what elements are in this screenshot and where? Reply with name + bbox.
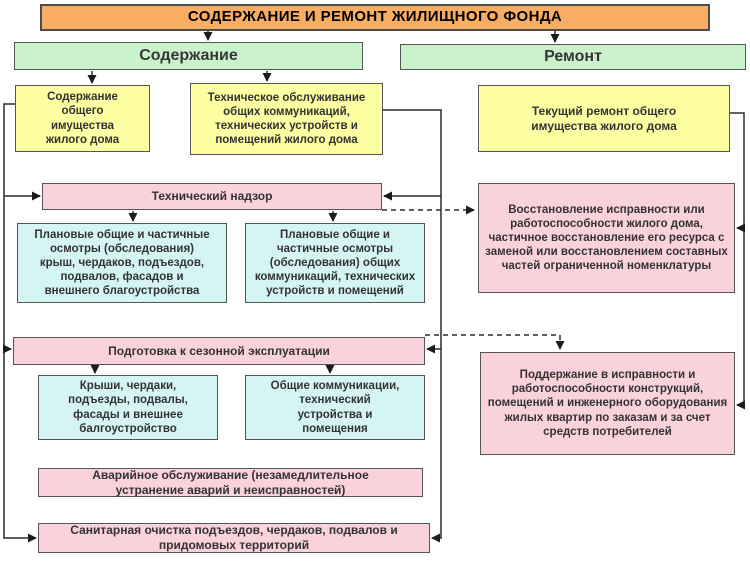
current-repair-label: Текущий ремонт общего имущества жилого дома [531, 103, 677, 133]
restoration-label: Восстановление исправности или работоспособности жилого дома, частичное восстановление его ресурса с заменой или восстановлением составных частей ограниченной номенклатуры [485, 203, 728, 273]
common-comms-label: Общие коммуникации, технический устройства и помещения [270, 380, 400, 435]
upkeep-label: Поддержание в исправности и работоспособности конструкций, помещений и инженерного оборудования жилых квартир по заказам и за счет средств потребителей [487, 369, 728, 438]
inspections-comms-label: Плановые общие и частичные осмотры (обследования) общих коммуникаций, технических устройств и помещений [254, 228, 416, 298]
sanitary-cleaning-box [38, 523, 430, 553]
restoration-box [478, 183, 735, 293]
tech-service-label: Техническое обслуживание общих коммуникаций, технических устройств и помещений жилого дома [207, 91, 366, 147]
title-box [40, 4, 710, 31]
seasonal-prep-label: Подготовка к сезонной эксплуатации [108, 343, 330, 358]
left-rail-to-sanitary [4, 104, 36, 538]
title-label: СОДЕРЖАНИЕ И РЕМОНТ ЖИЛИЩНОГО ФОНДА [187, 8, 563, 26]
branch-maintenance-label: Содержание [139, 47, 238, 65]
inspections-roofs-box [17, 223, 227, 303]
sanitary-cleaning-label: Санитарная очистка подъездов, чердаков, подвалов и придомовых территорий [70, 523, 398, 552]
common-property-box [15, 85, 150, 152]
branch-maintenance-box [14, 42, 363, 70]
current-repair-box [478, 85, 730, 152]
emergency-service-label: Аварийное обслуживание (незамедлительное устранение аварий и неисправностей) [92, 467, 369, 497]
seasonal-prep-box [13, 337, 425, 365]
common-property-label: Содержание общего имущества жилого дома [45, 91, 120, 146]
emergency-service-box [38, 468, 423, 497]
tech-supervision-box [42, 183, 382, 210]
common-comms-box [245, 375, 425, 440]
dashed-seasonal-to-upkeep [425, 335, 560, 349]
roofs-attics-box [38, 375, 218, 440]
branch-repair-label: Ремонт [544, 48, 602, 66]
inspections-comms-box [245, 223, 425, 303]
tech-service-box [190, 83, 383, 155]
branch-repair-box [400, 44, 746, 70]
inspections-roofs-label: Плановые общие и частичные осмотры (обследования) крыш, чердаков, подъездов, подвалов, фасадов и внешнего благоустройства [34, 228, 210, 298]
upkeep-box [480, 352, 735, 455]
roofs-attics-label: Крыши, чердаки, подъезды, подвалы, фасады и внешнее балгоустройство [68, 380, 188, 435]
tech-supervision-label: Технический надзор [151, 189, 273, 204]
